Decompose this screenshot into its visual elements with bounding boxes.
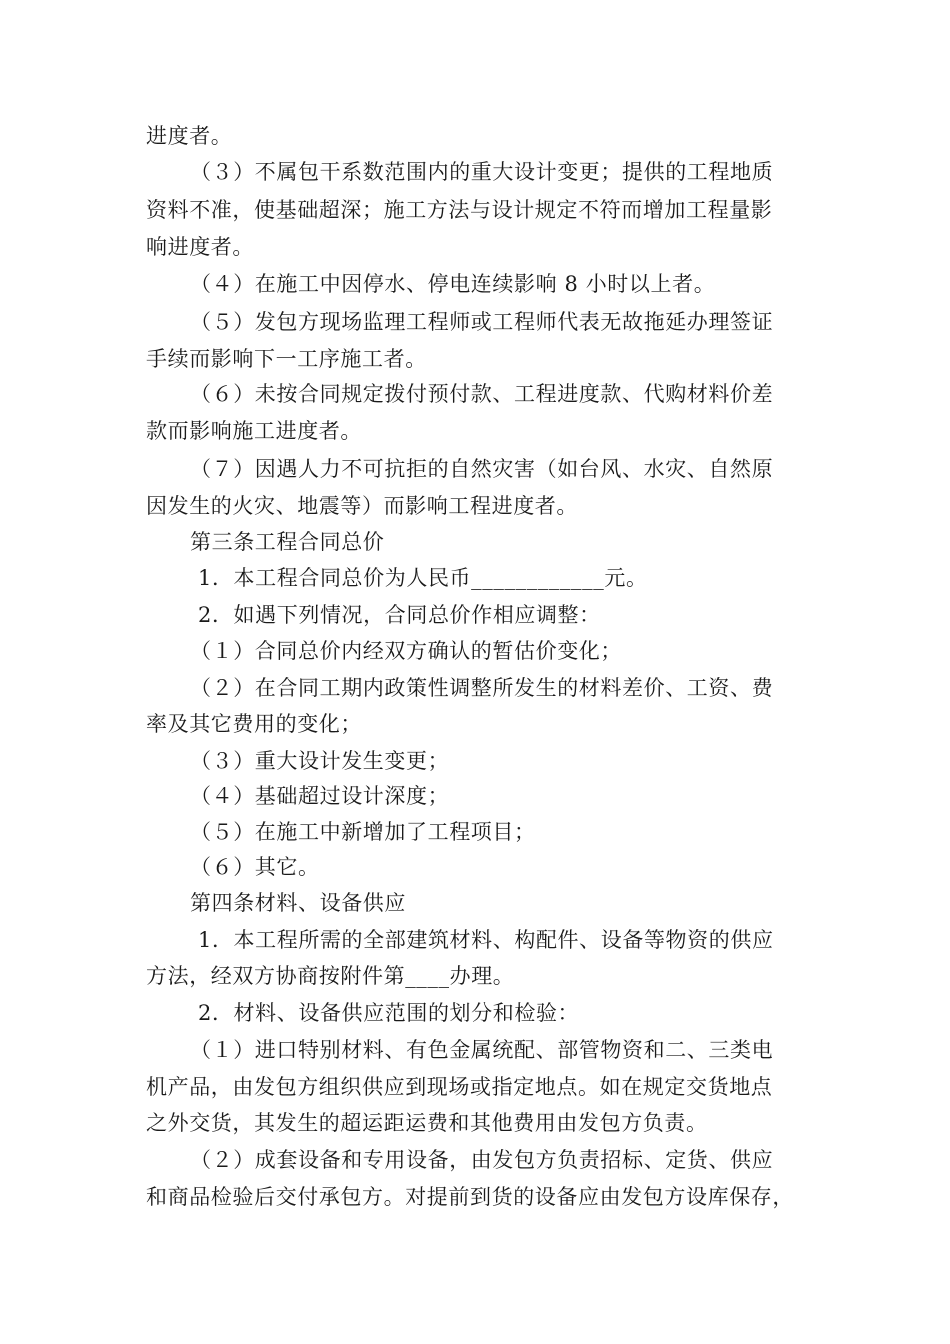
text-line: 因发生的火灾、地震等）而影响工程进度者。 [146,494,578,518]
text-line: （５）发包方现场监理工程师或工程师代表无故拖延办理签证 [190,310,774,334]
text-line: 进度者。 [146,124,233,148]
text-line: 1．本工程合同总价为人民币____________元。 [198,566,648,590]
text-line: 率及其它费用的变化； [146,712,362,736]
text-line: （３）不属包干系数范围内的重大设计变更；提供的工程地质 [190,160,774,184]
text-line: 之外交货，其发生的超运距运费和其他费用由发包方负责。 [146,1111,708,1135]
text-line: （４）基础超过设计深度； [190,784,450,808]
text-line: （２）成套设备和专用设备，由发包方负责招标、定货、供应 [190,1148,774,1172]
text-line: 和商品检验后交付承包方。对提前到货的设备应由发包方设库保存， [146,1185,794,1209]
text-line: （４）在施工中因停水、停电连续影响 8 小时以上者。 [190,272,716,296]
text-line: 2．如遇下列情况，合同总价作相应调整： [198,603,601,627]
text-line: （１）合同总价内经双方确认的暂估价变化； [190,639,622,663]
text-line: （２）在合同工期内政策性调整所发生的材料差价、工资、费 [190,676,774,700]
text-line: 机产品，由发包方组织供应到现场或指定地点。如在规定交货地点 [146,1075,773,1099]
text-line: （６）未按合同规定拨付预付款、工程进度款、代购材料价差 [190,382,774,406]
text-line: 2．材料、设备供应范围的划分和检验： [198,1001,580,1025]
section-heading: 第三条工程合同总价 [190,530,385,554]
text-line: （３）重大设计发生变更； [190,749,450,773]
section-heading: 第四条材料、设备供应 [190,891,406,915]
text-line: 方法，经双方协商按附件第____办理。 [146,964,515,988]
text-line: 资料不准，使基础超深；施工方法与设计规定不符而增加工程量影 [146,198,773,222]
text-line: （７）因遇人力不可抗拒的自然灾害（如台风、水灾、自然原 [190,457,774,481]
text-line: （５）在施工中新增加了工程项目； [190,820,536,844]
text-line: 款而影响施工进度者。 [146,419,362,443]
text-line: （１）进口特别材料、有色金属统配、部管物资和二、三类电 [190,1038,774,1062]
text-line: 手续而影响下一工序施工者。 [146,347,427,371]
text-line: 响进度者。 [146,235,254,259]
text-line: 1．本工程所需的全部建筑材料、构配件、设备等物资的供应 [198,928,774,952]
text-line: （６）其它。 [190,855,320,879]
